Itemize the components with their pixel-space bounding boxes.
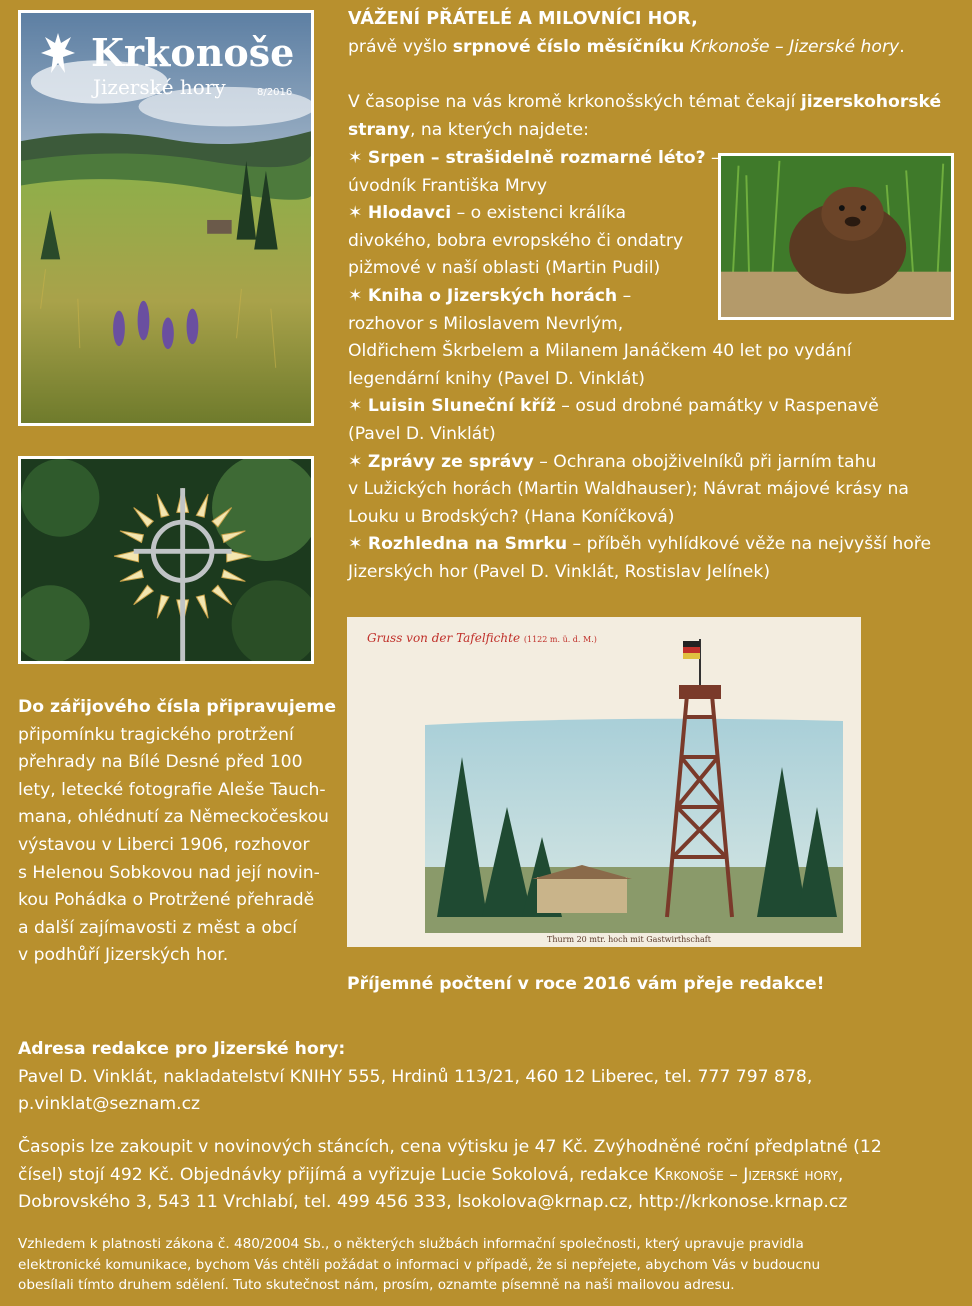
item-text: – o existenci králíka: [451, 203, 627, 224]
item-text: Louku u Brodských? (Hana Koníčková): [348, 506, 675, 527]
item-text: (Pavel D. Vinklát): [348, 423, 496, 444]
september-preview: [18, 694, 338, 970]
intro-magazine-name: Krkonoše – Jizerské hory: [689, 36, 900, 57]
star-icon: ✶: [348, 148, 363, 168]
star-icon: ✶: [348, 285, 363, 306]
item-text: úvodník Františka Mrvy: [348, 175, 548, 196]
september-line: v podhůří Jizerských hor.: [18, 945, 229, 966]
cover-logo-icon: [35, 29, 81, 81]
intro-paragraph: [348, 89, 948, 144]
cover-title: Krkonoše: [91, 30, 295, 75]
postcard-image: [347, 617, 861, 947]
item-text: – osud drobné památky v Raspenavě: [555, 396, 879, 417]
september-line: výstavou v Liberci 1906, rozhovor: [18, 834, 310, 855]
item-text: divokého, bobra evropského či ondatry: [348, 230, 684, 251]
sun-cross-photo: [18, 456, 314, 664]
magazine-cover-image: [18, 10, 314, 426]
intro-line: [348, 34, 958, 62]
september-line: mana, ohlédnutí za Německočeskou: [18, 807, 329, 828]
list-item: [348, 393, 958, 448]
subscription-text: čísel) stojí 492 Kč. Objednávky přijímá a vyřizuje Lucie Sokolová, redakce: [18, 1164, 649, 1185]
item-text: Jizerských hor (Pavel D. Vinklát, Rostislav Jelínek): [348, 561, 771, 582]
list-item: [348, 449, 958, 532]
address-email-link[interactable]: p.vinklat@seznam.cz: [18, 1094, 201, 1115]
intro-line-pre: právě vyšlo: [348, 36, 448, 57]
september-line: lety, letecké fotografie Aleše Tauch-: [18, 779, 326, 800]
item-text: pižmové v naší oblasti (Martin Pudil): [348, 258, 661, 279]
star-icon: ✶: [348, 203, 363, 224]
intro-heading: VÁŽENÍ PŘÁTELÉ A MILOVNÍCI HOR,: [348, 9, 698, 29]
september-line: kou Pohádka o Protržené přehradě: [18, 890, 315, 911]
star-icon: ✶: [348, 451, 363, 472]
legal-notice: [18, 1234, 963, 1296]
item-title: Srpen – strašidelně rozmarné léto?: [367, 148, 706, 168]
item-title: Kniha o Jizerských horách: [367, 285, 618, 306]
intro-p2-end: , na kterých najdete:: [409, 119, 589, 140]
item-text: – Ochrana obojživelníků při jarním tahu: [533, 451, 877, 472]
item-text: –: [705, 148, 720, 168]
september-line: přehrady na Bílé Desné před 100: [18, 752, 303, 773]
subscription-line: Časopis lze zakoupit v novinových stáncích, cena výtisku je 47 Kč. Zvýhodněné roční předplatné (12: [18, 1137, 882, 1157]
item-text: rozhovor s Miloslavem Nevrlým,: [348, 313, 624, 334]
item-text: Oldřichem Škrbelem a Milanem Janáčkem 40 let po vydání: [348, 341, 852, 362]
item-text: –: [617, 285, 632, 306]
september-line: připomínku tragického protržení: [18, 724, 294, 745]
list-item: [348, 531, 958, 586]
address-heading: Adresa redakce pro Jizerské hory:: [18, 1039, 346, 1059]
september-line: a další zajímavosti z měst a obcí: [18, 917, 298, 938]
september-line: s Helenou Sobkovou nad její novin-: [18, 862, 320, 883]
item-text: v Lužických horách (Martin Waldhauser); Návrat májové krásy na: [348, 479, 909, 500]
contents-list: [348, 145, 958, 587]
star-icon: ✶: [348, 534, 363, 555]
postcard-caption-altitude: (1122 m. ü. d. M.): [523, 635, 597, 644]
item-title: Rozhledna na Smrku: [367, 534, 568, 555]
intro-line-end: .: [899, 36, 905, 57]
subscription-line: [18, 1162, 963, 1190]
item-title: Hlodavci: [367, 203, 452, 224]
address-block: [18, 1036, 958, 1119]
intro-p2-pre: V časopise na vás kromě krkonošských témat čekají: [348, 92, 796, 112]
postcard-caption-main: Gruss von der Tafelfichte: [367, 631, 521, 645]
cover-subtitle: Jizerské hory: [93, 75, 226, 99]
cover-issue-number: 8/2016: [257, 87, 293, 98]
postcard-caption: [367, 631, 597, 645]
star-icon: ✶: [348, 396, 363, 417]
intro-line-bold: srpnové číslo měsíčníku: [452, 36, 685, 57]
address-line: Pavel D. Vinklát, nakladatelství KNIHY 555, Hrdinů 113/21, 460 12 Liberec, tel. 777 797 878,: [18, 1066, 813, 1087]
postcard-bottom-text: Thurm 20 mtr. hoch mit Gastwirthschaft: [547, 935, 711, 944]
list-item: [348, 145, 958, 200]
subscription-magazine-name: Krkonoše – Jizerské hory: [653, 1164, 838, 1185]
legal-line: Vzhledem k platnosti zákona č. 480/2004 Sb., o některých službách informační společnosti, který upravuje pravidla: [18, 1236, 804, 1252]
closing-wish: Příjemné počtení v roce 2016 vám přeje redakce!: [347, 974, 825, 994]
intro-p2-bold: jizerskohorské strany: [348, 92, 942, 140]
item-text: legendární knihy (Pavel D. Vinklát): [348, 368, 645, 389]
legal-line: obesílali tímto druhem sdělení. Tuto skutečnost nám, prosím, oznamte písemně na naši mailovou adresu.: [18, 1277, 735, 1293]
item-title: Luisin Sluneční kříž: [367, 396, 556, 417]
intro-block: [348, 6, 958, 61]
list-item: [348, 200, 958, 283]
list-item: [348, 283, 958, 393]
subscription-contact-line[interactable]: Dobrovského 3, 543 11 Vrchlabí, tel. 499 456 333, lsokolova@krnap.cz, http://krkonose.krnap.cz: [18, 1192, 848, 1213]
subscription-block: [18, 1134, 963, 1217]
september-heading: Do zářijového čísla připravujeme: [18, 697, 337, 717]
subscription-text: ,: [837, 1164, 844, 1185]
item-title: Zprávy ze správy: [367, 451, 534, 472]
item-text: – příběh vyhlídkové věže na nejvyšší hoře: [567, 534, 932, 555]
legal-line: elektronické komunikace, bychom Vás chtěli požádat o informaci v případě, že si nepřejete, abychom Vás v budoucnu: [18, 1256, 821, 1273]
